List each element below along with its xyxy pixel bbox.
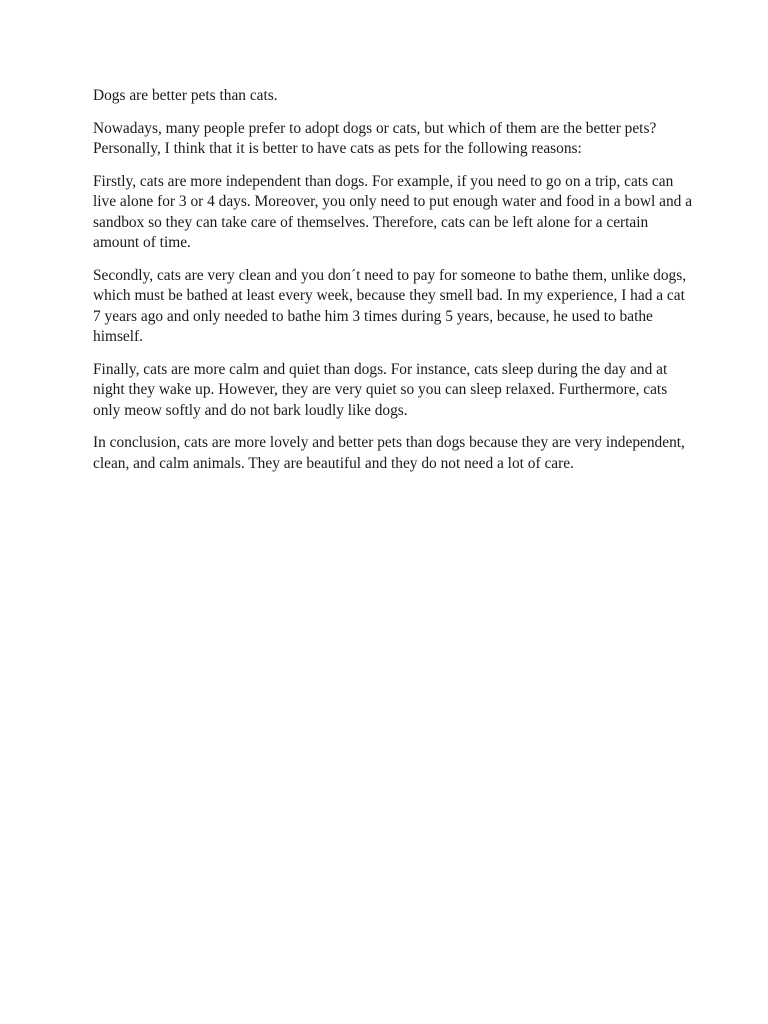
paragraph-secondly: Secondly, cats are very clean and you don´t need to pay for someone to bathe them, unlike dogs, which must be bathed at least every week, because they smell bad. In my experience, I had a cat 7 years ago and only needed to bathe him 3 times during 5 years, because, he used to bathe himself. [93,266,687,345]
document-body [93,86,693,486]
paragraph-firstly: Firstly, cats are more independent than dogs. For example, if you need to go on a trip, cats can live alone for 3 or 4 days. Moreover, you only need to put enough water and food in a bowl and a sandbox so they can take care of themselves. Therefore, cats can be left alone for a certain amount of time. [93,172,693,251]
paragraph-conclusion: In conclusion, cats are more lovely and better pets than dogs because they are very independent, clean, and calm animals. They are beautiful and they do not need a lot of care. [93,434,685,472]
paragraph-intro: Nowadays, many people prefer to adopt dogs or cats, but which of them are the better pets? Personally, I think that it is better to have cats as pets for the following reasons: [93,119,657,157]
document-title: Dogs are better pets than cats. [93,87,278,104]
paragraph-finally: Finally, cats are more calm and quiet than dogs. For instance, cats sleep during the day and at night they wake up. However, they are very quiet so you can sleep relaxed. Furthermore, cats only meow softly and do not bark loudly like dogs. [93,360,668,419]
